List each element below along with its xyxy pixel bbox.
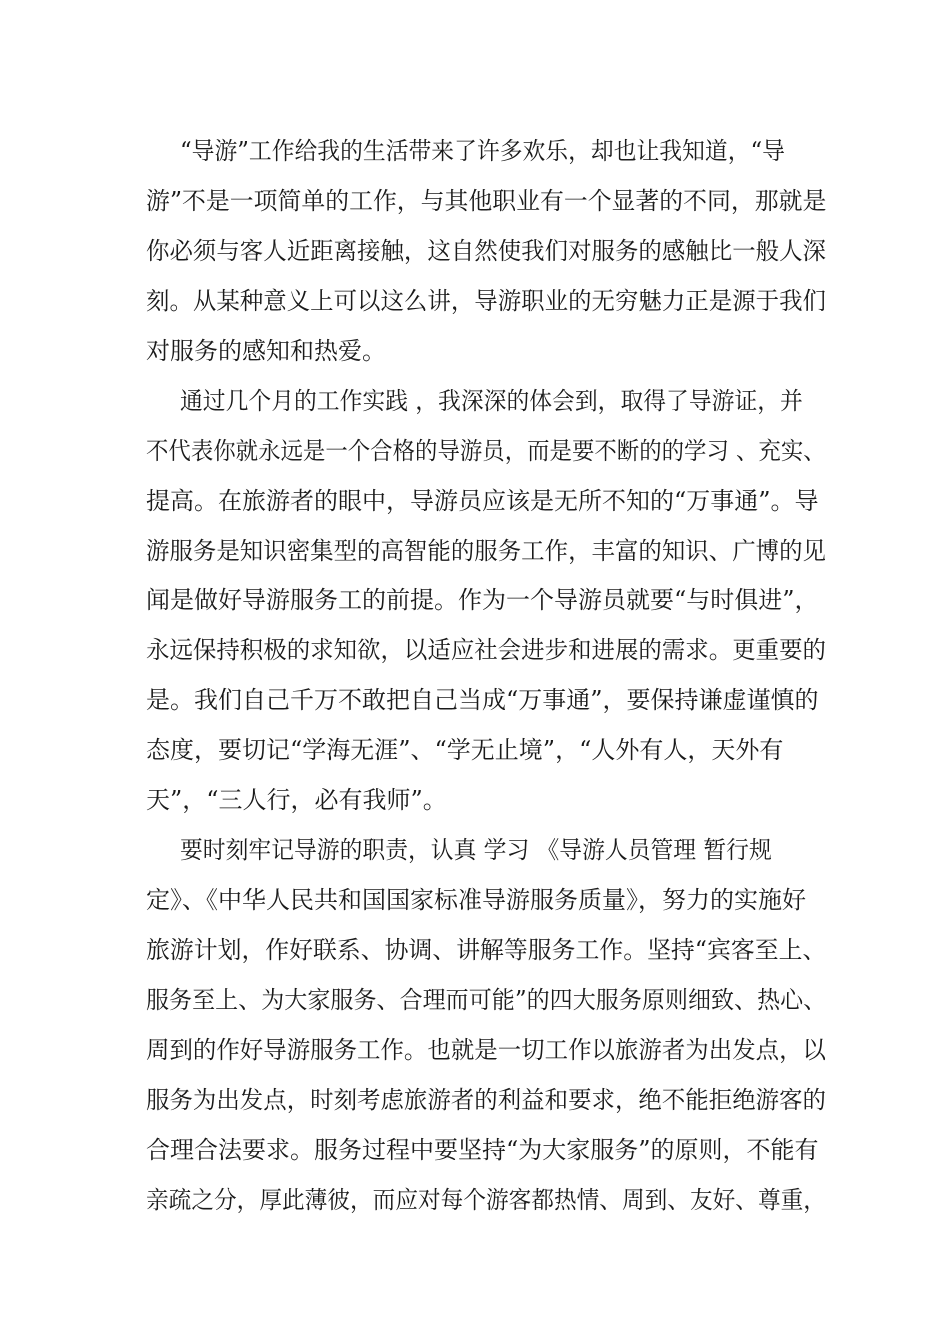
- paragraph-1-line-4: 刻。从某种意义上可以这么讲，导游职业的无穷魅力正是源于我们: [146, 287, 826, 315]
- paragraph-1-line-5: 对服务的感知和热爱。: [146, 337, 386, 365]
- paragraph-1-line-1: “导游”工作给我的生活带来了许多欢乐，却也让我知道，“导: [180, 137, 785, 165]
- paragraph-3-line-4: 服务至上、为大家服务、合理而可能”的四大服务原则细致、热心、: [146, 986, 827, 1014]
- paragraph-2-line-3: 提高。在旅游者的眼中，导游员应该是无所不知的“万事通”。导: [146, 487, 819, 515]
- paragraph-2-line-5: 闻是做好导游服务工的前提。作为一个导游员就要“与时俱进”，: [146, 586, 819, 614]
- paragraph-3-line-7: 合理合法要求。服务过程中要坚持“为大家服务”的原则，不能有: [146, 1136, 819, 1164]
- paragraph-2-line-7: 是。我们自己千万不敢把自己当成“万事通”，要保持谦虚谨慎的: [146, 686, 819, 714]
- paragraph-3-line-5: 周到的作好导游服务工作。也就是一切工作以旅游者为出发点，以: [146, 1036, 826, 1064]
- paragraph-2-line-1: 通过几个月的工作实践 ，我深深的体会到，取得了导游证，并: [180, 387, 803, 415]
- paragraph-2-line-8: 态度，要切记“学海无涯”、“学无止境”，“人外有人，天外有: [146, 736, 784, 764]
- paragraph-3-line-3: 旅游计划，作好联系、协调、讲解等服务工作。坚持“宾客至上、: [146, 936, 827, 964]
- paragraph-1-line-3: 你必须与客人近距离接触，这自然使我们对服务的感触比一般人深: [146, 237, 826, 265]
- paragraph-3-line-6: 服务为出发点，时刻考虑旅游者的利益和要求，绝不能拒绝游客的: [146, 1086, 826, 1114]
- paragraph-2-line-6: 永远保持积极的求知欲，以适应社会进步和进展的需求。更重要的: [146, 636, 826, 664]
- paragraph-2-line-2: 不代表你就永远是一个合格的导游员，而是要不断的的学习 、充实、: [146, 437, 826, 465]
- paragraph-3-line-1: 要时刻牢记导游的职责，认真 学习 《导游人员管理 暂行规: [180, 836, 772, 864]
- paragraph-3-line-2: 定》、《中华人民共和国国家标准导游服务质量》，努力的实施好: [146, 886, 806, 914]
- paragraph-2-line-4: 游服务是知识密集型的高智能的服务工作，丰富的知识、广博的见: [146, 537, 826, 565]
- paragraph-3-line-8: 亲疏之分，厚此薄彼，而应对每个游客都热情、周到、友好、尊重，: [146, 1186, 826, 1214]
- paragraph-2-line-9: 天”，“三人行，必有我师”。: [146, 786, 447, 814]
- paragraph-1-line-2: 游”不是一项简单的工作，与其他职业有一个显著的不同，那就是: [146, 187, 827, 215]
